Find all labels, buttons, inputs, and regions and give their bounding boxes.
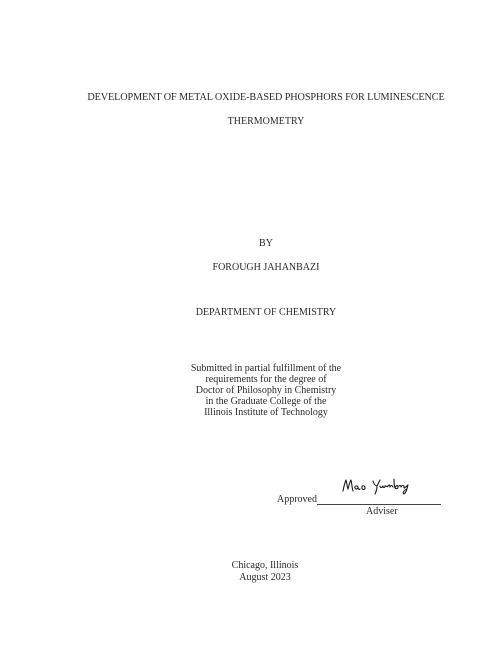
author-name: FOROUGH JAHANBAZI — [212, 262, 320, 273]
thesis-title-line-1: DEVELOPMENT OF METAL OXIDE-BASED PHOSPHORS FOR LUMINESCENCE — [87, 92, 445, 103]
location-text: Chicago, Illinois — [231, 560, 299, 571]
thesis-title-line-2: THERMOMETRY — [227, 116, 305, 127]
submission-line: in the Graduate College of the — [205, 396, 327, 407]
submission-line: requirements for the degree of — [205, 374, 327, 385]
signature-line — [317, 504, 441, 505]
adviser-signature — [340, 474, 412, 496]
submission-line: Illinois Institute of Technology — [204, 407, 328, 418]
submission-statement — [16, 363, 500, 418]
submission-line: Doctor of Philosophy in Chemistry — [195, 385, 337, 396]
submission-line: Submitted in partial fulfillment of the — [190, 363, 342, 374]
by-label: BY — [259, 238, 273, 249]
department-name: DEPARTMENT OF CHEMISTRY — [195, 307, 337, 318]
approved-label: Approved — [277, 494, 317, 505]
adviser-label: Adviser — [366, 506, 398, 517]
date-text: August 2023 — [239, 572, 291, 583]
